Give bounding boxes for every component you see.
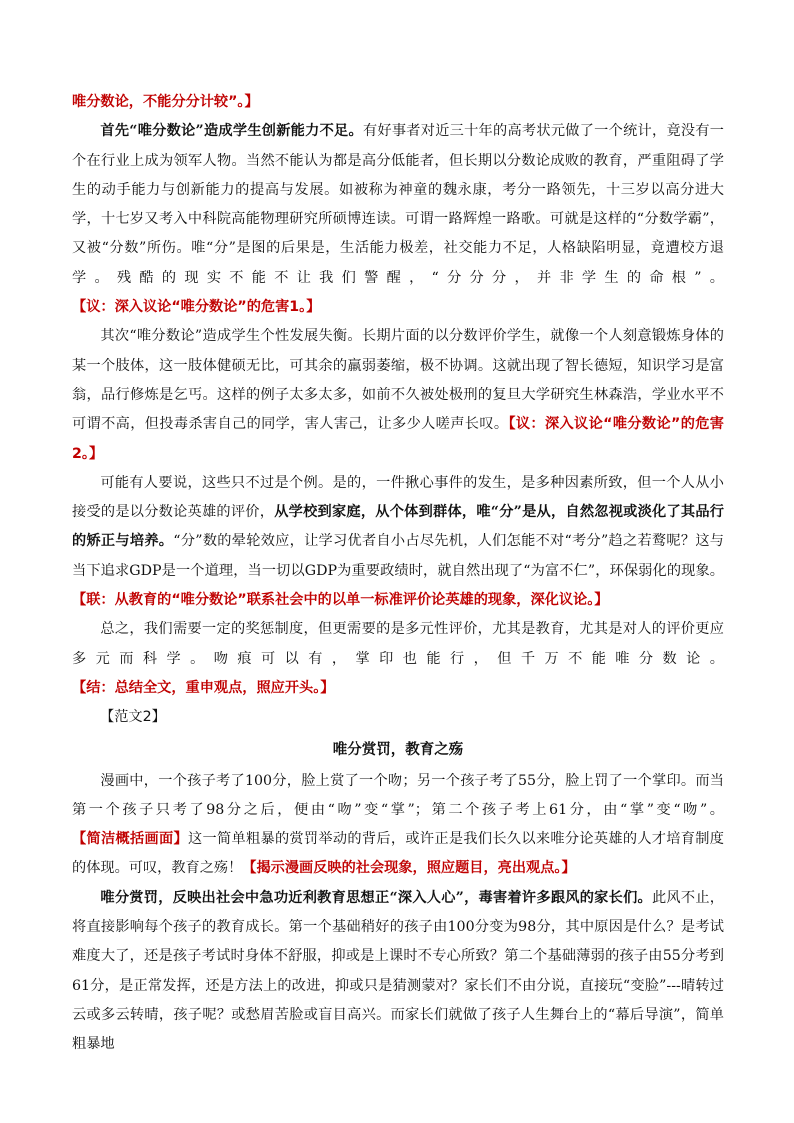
- paragraph-2: 其次“唯分数论”造成学生个性发展失衡。长期片面的以分数评价学生，就像一个人刻意锻炼身体的某一个肢体，这一肢体健硕无比，可其余的羸弱萎缩，极不协调。这就出现了智长德短，知识学习是富翁，品行修炼是乞丐。这样的例子太多太多，如前不久被处极刑的复旦大学研究生林森浩，学业水平不可谓不高，但投毒杀害自己的同学，害人害己，让多少人嗟声长叹。【议：深入议论“唯分数论”的危害2。】: [72, 328, 724, 462]
- paragraph-1: 首先“唯分数论”造成学生创新能力不足。有好事者对近三十年的高考状元做了一个统计，竟没有一个在行业上成为领军人物。当然不能认为都是高分低能者，但长期以分数论成败的教育，严重阻碍了学生的动手能力与创新能力的提高与发展。如被称为神童的魏永康，考分一路领先，十三岁以高分进大学，十七岁又考入中科院高能物理研究所硕博连读。可谓一路辉煌一路歌。可就是这样的“分数学霸”，又被“分数”所伤。唯“分”是图的后果是，生活能力极差，社交能力不足，人格缺陷明显，竟遭校方退学。残酷的现实不能不让我们警醒，“分分分，并非学生的命根”。【议：深入议论“唯分数论”的危害1。】: [72, 123, 724, 316]
- paragraph-6: 唯分赏罚，反映出社会中急功近利教育思想正“深入人心”，毒害着许多跟风的家长们。此风不止，将直接影响每个孩子的教育成长。第一个基础稍好的孩子由100分变为98分，其中原因是什么？是考试难度大了，还是孩子考试时身体不舒服，抑或是上课时不专心所致？第二个基础薄弱的孩子由55分考到61分，是正常发挥，还是方法上的改进，抑或只是猜测蒙对？家长们不由分说，直接玩“变脸”---晴转过云或多云转晴，孩子呢？或愁眉苦脸或盲目高兴。而家长们就做了孩子人生舞台上的“幕后导演”，简单粗暴地: [72, 889, 724, 1053]
- section-label: 【范文2】: [100, 709, 166, 726]
- document-page: [72, 88, 724, 1060]
- essay-title: 唯分赏罚，教育之殇: [332, 741, 464, 758]
- paragraph-3: 可能有人要说，这些只不过是个例。是的，一件揪心事件的发生，是多种因素所致，但一个人从小接受的是以分数论英雄的评价，从学校到家庭，从个体到群体，唯“分”是从，自然忽视或淡化了其品行的矫正与培养。“分”数的晕轮效应，让学习优者自小占尽先机，人们怎能不对“考分”趋之若鹜呢？这与当下追求GDP是一个道理，当一切以GDP为重要政绩时，就自然出现了“为富不仁”，环保弱化的现象。【联：从教育的“唯分数论”联系社会中的以单一标准评价论英雄的现象，深化议论。】: [72, 474, 724, 609]
- top-annotation: 唯分数论，不能分分计较”。】: [72, 94, 259, 110]
- paragraph-5: 漫画中，一个孩子考了100分，脸上赏了一个吻；另一个孩子考了55分，脸上罚了一个掌印。而当第一个孩子只考了98分之后，便由“吻”变“掌”；第二个孩子考上61分，由“掌”变“吻”。【简洁概括画面】这一简单粗暴的赏罚举动的背后，或许正是我们长久以来唯分论英雄的人才培育制度的体现。可叹，教育之殇！【揭示漫画反映的社会现象，照应题目，亮出观点。】: [72, 772, 724, 877]
- paragraph-4: 总之，我们需要一定的奖惩制度，但更需要的是多元性评价，尤其是教育，尤其是对人的评价更应多元而科学。吻痕可以有，掌印也能行，但千万不能唯分数论。【结：总结全文，重申观点，照应开头。】: [72, 621, 724, 696]
